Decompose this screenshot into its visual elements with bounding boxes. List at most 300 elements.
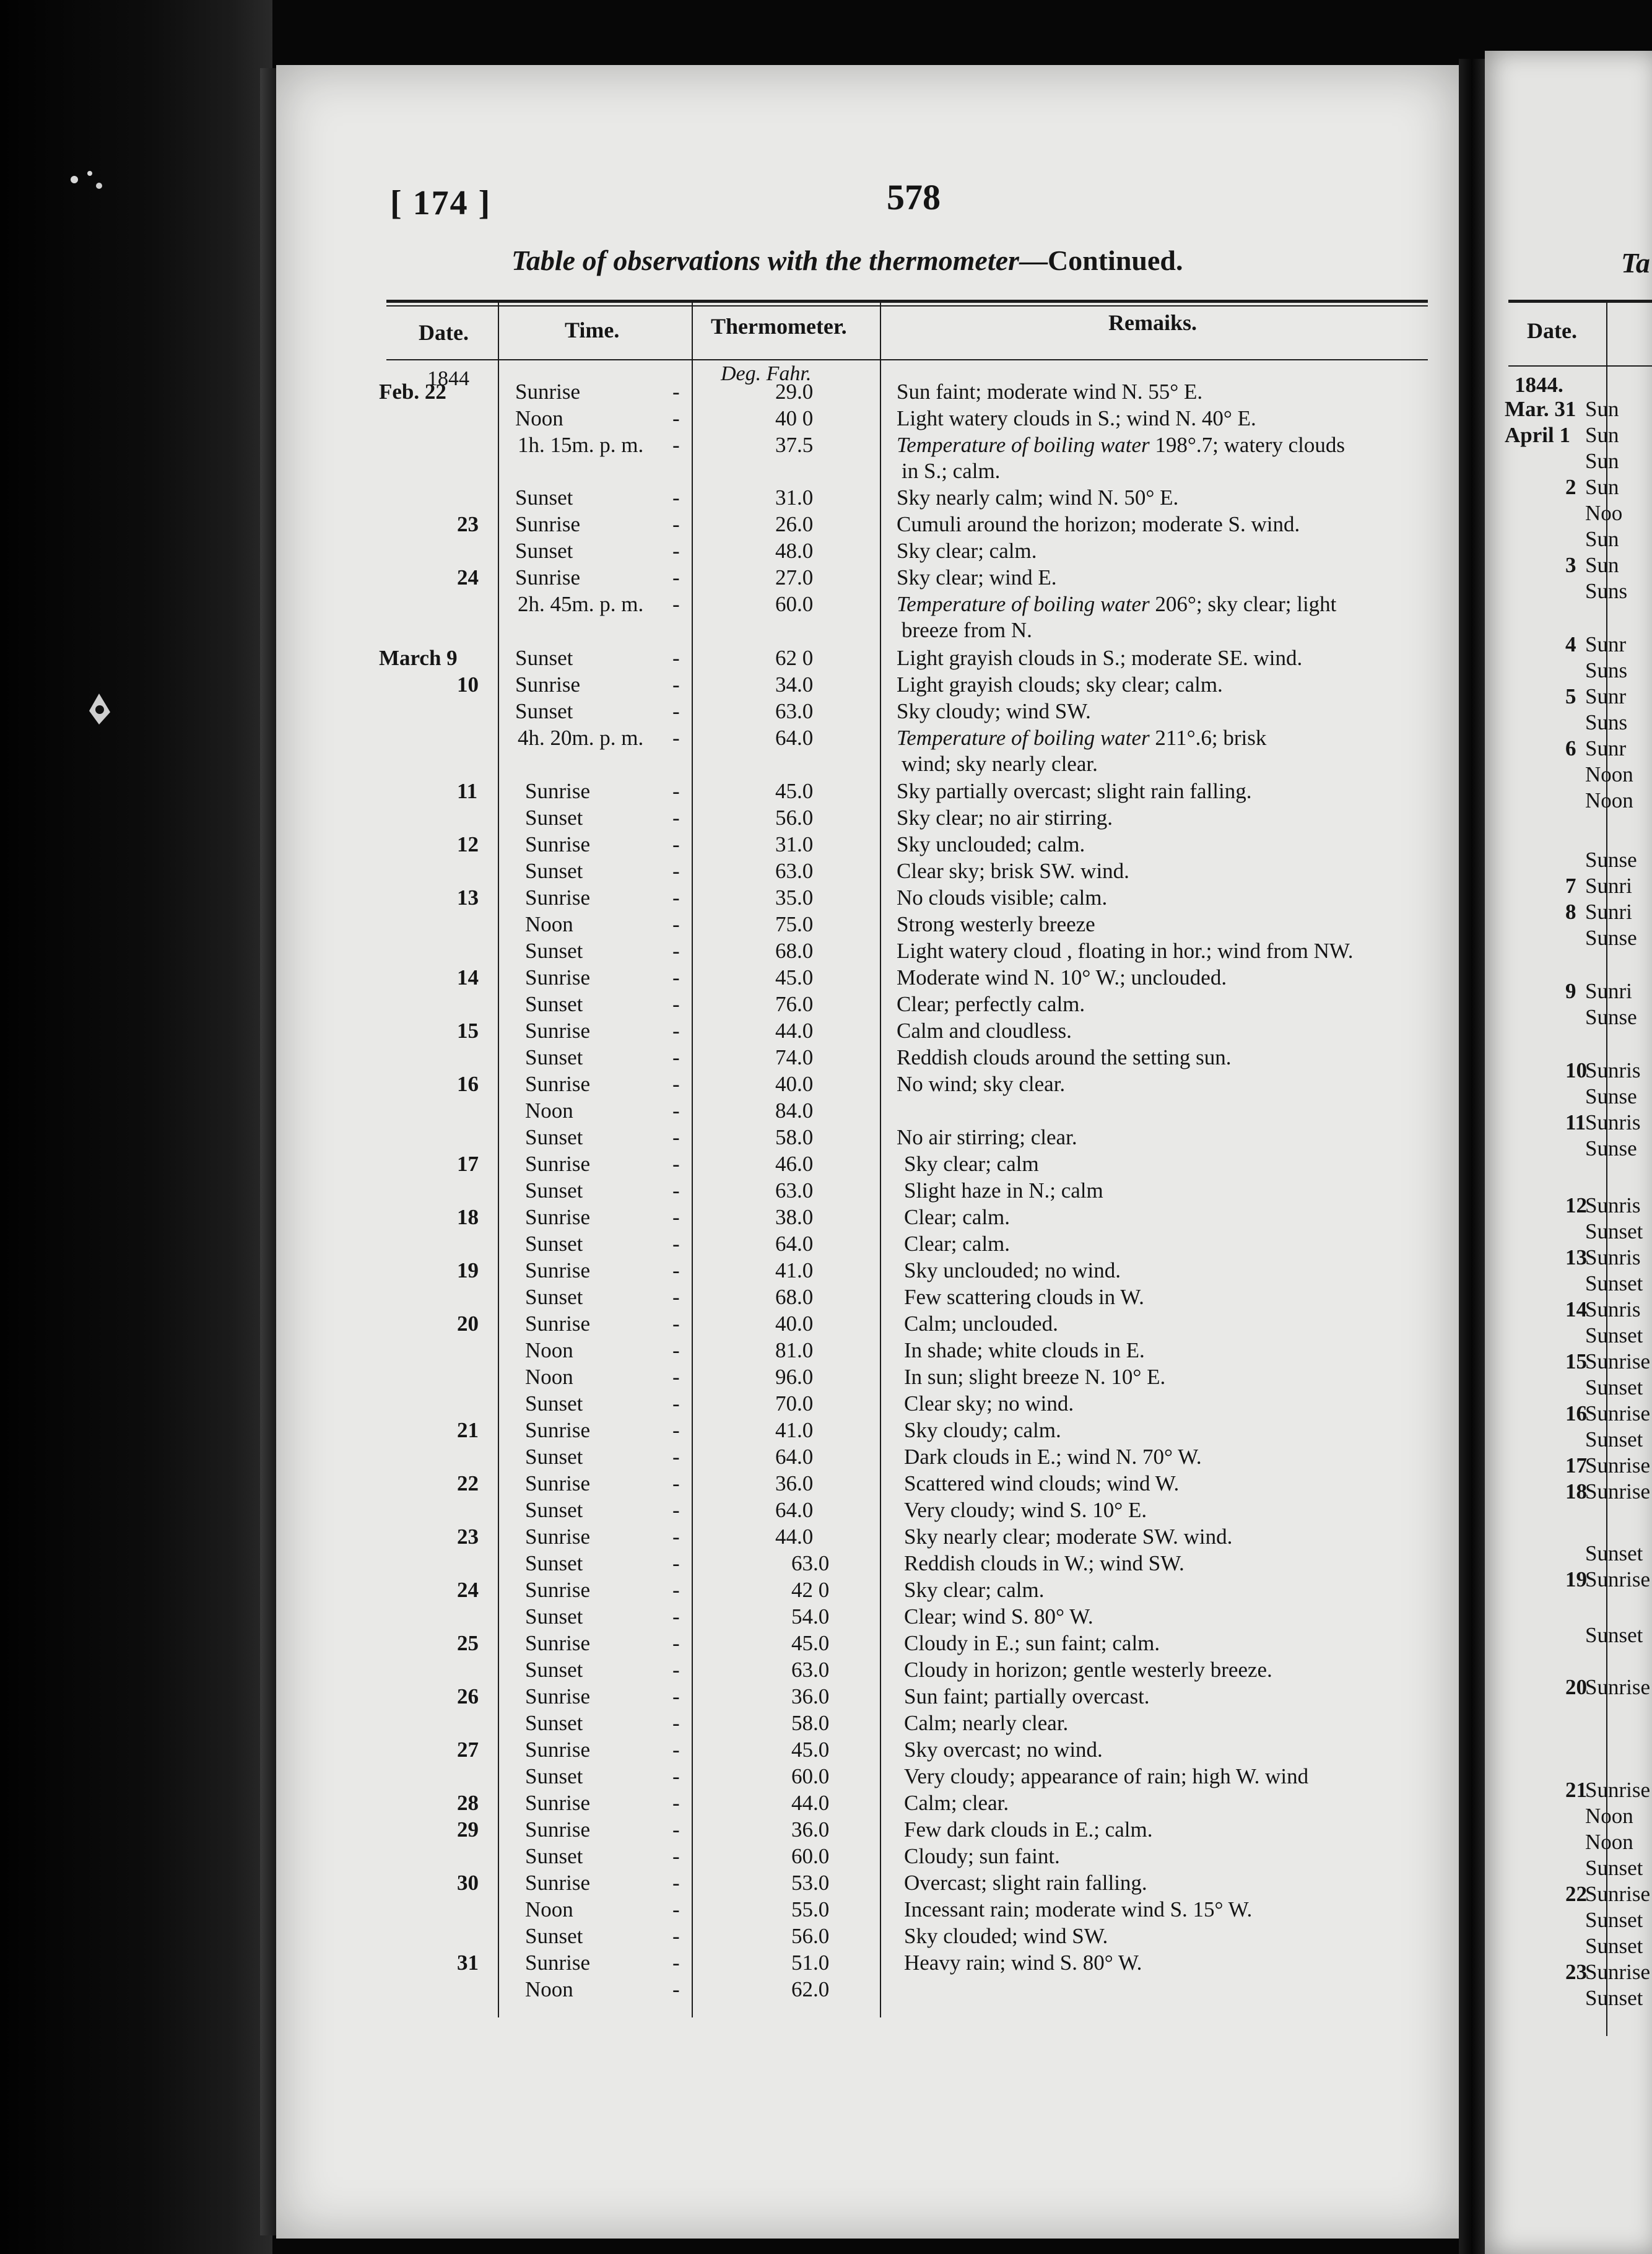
row-temperature: 64.0 xyxy=(775,1498,814,1522)
row-date: 25 xyxy=(457,1631,479,1655)
row-temperature: 40 0 xyxy=(775,406,814,430)
facing-row-time: Sun xyxy=(1585,423,1619,447)
row-leader-dash: - xyxy=(672,1791,680,1815)
col-divider-3 xyxy=(880,302,881,2017)
facing-row-time: Sunset xyxy=(1585,1375,1643,1399)
row-time: 1h. 15m. p. m. xyxy=(518,433,644,457)
row-remarks: Sky clear; no air stirring. xyxy=(897,806,1113,830)
row-remarks: Sky unclouded; calm. xyxy=(897,832,1085,856)
row-leader-dash: - xyxy=(672,1525,680,1549)
facing-row-time: Sunset xyxy=(1585,1623,1643,1647)
facing-row-time: Sunset xyxy=(1585,1934,1643,1958)
row-time: Sunset xyxy=(515,646,573,670)
facing-row-time: Sunrise xyxy=(1585,1453,1650,1477)
row-leader-dash: - xyxy=(672,1764,680,1788)
row-time: 4h. 20m. p. m. xyxy=(518,726,644,750)
row-temperature: 48.0 xyxy=(775,539,814,563)
row-date: March 9 xyxy=(379,646,458,670)
facing-row-date: 14 xyxy=(1565,1297,1587,1321)
row-temperature: 58.0 xyxy=(775,1125,814,1149)
row-remarks xyxy=(897,434,1345,456)
row-time: Sunset xyxy=(525,1232,583,1256)
table-title xyxy=(511,244,1183,277)
facing-row-time: Sunrise xyxy=(1585,1882,1650,1906)
row-time: Sunrise xyxy=(515,380,580,404)
row-leader-dash: - xyxy=(672,1844,680,1868)
facing-row-time: Noon xyxy=(1585,762,1633,786)
row-leader-dash: - xyxy=(672,1897,680,1921)
row-leader-dash: - xyxy=(672,1391,680,1416)
facing-row-time: Sunset xyxy=(1585,1541,1643,1565)
row-time: Noon xyxy=(515,406,563,430)
row-time: Sunset xyxy=(525,1498,583,1522)
row-temperature: 31.0 xyxy=(775,832,814,856)
row-temperature: 68.0 xyxy=(775,939,814,963)
row-date: Feb. 22 xyxy=(379,380,446,404)
row-temperature: 63.0 xyxy=(775,1178,814,1203)
row-leader-dash: - xyxy=(672,592,680,616)
row-time: Sunrise xyxy=(515,512,580,536)
row-date: 14 xyxy=(457,965,479,990)
row-temperature: 42 0 xyxy=(791,1578,830,1602)
row-leader-dash: - xyxy=(672,1285,680,1309)
row-date: 24 xyxy=(457,565,479,590)
row-leader-dash: - xyxy=(672,512,680,536)
remarks-italic: Temperature of boiling water xyxy=(897,726,1150,750)
row-temperature: 41.0 xyxy=(775,1418,814,1442)
facing-row-time: Sunr xyxy=(1585,736,1627,760)
row-temperature: 38.0 xyxy=(775,1205,814,1229)
facing-year: 1844. xyxy=(1515,373,1563,397)
row-time: Sunset xyxy=(525,1285,583,1309)
microfiche-edge-stripe xyxy=(260,68,276,2235)
row-remarks: Incessant rain; moderate wind S. 15° W. xyxy=(904,1897,1253,1921)
row-remarks: Very cloudy; wind S. 10° E. xyxy=(904,1498,1147,1522)
row-leader-dash: - xyxy=(672,1045,680,1069)
row-time: Sunrise xyxy=(525,1312,590,1336)
row-leader-dash: - xyxy=(672,1178,680,1203)
row-date: 13 xyxy=(457,886,479,910)
row-leader-dash: - xyxy=(672,1658,680,1682)
row-time: Noon xyxy=(525,1977,573,2001)
row-leader-dash: - xyxy=(672,672,680,697)
row-temperature: 29.0 xyxy=(775,380,814,404)
row-remarks: Clear sky; no wind. xyxy=(904,1391,1074,1416)
row-temperature: 45.0 xyxy=(791,1631,830,1655)
facing-row-time: Sun xyxy=(1585,449,1619,473)
row-leader-dash: - xyxy=(672,1498,680,1522)
facing-row-time: Sunse xyxy=(1585,926,1637,950)
row-time: Noon xyxy=(525,1365,573,1389)
row-temperature: 55.0 xyxy=(791,1897,830,1921)
row-time: Sunrise xyxy=(525,1871,590,1895)
facing-row-time: Sunris xyxy=(1585,1110,1641,1134)
row-date: 28 xyxy=(457,1791,479,1815)
facing-row-date: 17 xyxy=(1565,1453,1587,1477)
row-time: Sunrise xyxy=(525,1578,590,1602)
facing-row-time: Noon xyxy=(1585,1804,1633,1828)
row-leader-dash: - xyxy=(672,1205,680,1229)
facing-row-time: Sunr xyxy=(1585,632,1627,656)
row-time: Sunset xyxy=(525,1178,583,1203)
row-remarks: Sky clouded; wind SW. xyxy=(904,1924,1108,1948)
row-temperature: 60.0 xyxy=(791,1764,830,1788)
row-remarks: Sky nearly clear; moderate SW. wind. xyxy=(904,1525,1233,1549)
facing-row-time: Sunri xyxy=(1585,900,1632,924)
row-leader-dash: - xyxy=(672,1578,680,1602)
facing-row-time: Sunset xyxy=(1585,1856,1643,1880)
row-date: 27 xyxy=(457,1738,479,1762)
row-time: Sunrise xyxy=(525,1471,590,1495)
facing-row-time: Sunris xyxy=(1585,1193,1641,1217)
row-leader-dash: - xyxy=(672,1817,680,1842)
row-leader-dash: - xyxy=(672,1152,680,1176)
row-remarks: Light grayish clouds in S.; moderate SE. wind. xyxy=(897,646,1303,670)
row-leader-dash: - xyxy=(672,1125,680,1149)
row-remarks: Sky cloudy; wind SW. xyxy=(897,699,1091,723)
row-temperature: 40.0 xyxy=(775,1312,814,1336)
row-leader-dash: - xyxy=(672,1258,680,1282)
row-leader-dash: - xyxy=(672,1977,680,2001)
facing-row-time: Suns xyxy=(1585,579,1628,603)
row-remarks: Light grayish clouds; sky clear; calm. xyxy=(897,672,1223,697)
row-temperature: 45.0 xyxy=(775,779,814,803)
row-remarks: In sun; slight breeze N. 10° E. xyxy=(904,1365,1166,1389)
row-time: Sunset xyxy=(525,1045,583,1069)
row-remarks: Sky partially overcast; slight rain falling. xyxy=(897,779,1252,803)
row-leader-dash: - xyxy=(672,380,680,404)
row-remarks: Sky overcast; no wind. xyxy=(904,1738,1103,1762)
unit-label: Deg. Fahr. xyxy=(721,362,812,385)
row-temperature: 74.0 xyxy=(775,1045,814,1069)
row-leader-dash: - xyxy=(672,859,680,883)
table-title-italic: Table of observations with the thermometer xyxy=(511,245,1019,276)
facing-row-date: April 1 xyxy=(1505,423,1570,447)
row-date: 22 xyxy=(457,1471,479,1495)
row-temperature: 96.0 xyxy=(775,1365,814,1389)
facing-row-date: 5 xyxy=(1565,684,1576,708)
row-date: 19 xyxy=(457,1258,479,1282)
col-header-remarks: Remaiks. xyxy=(1108,310,1197,335)
film-specks xyxy=(0,0,272,2254)
row-time: Sunrise xyxy=(525,1738,590,1762)
row-leader-dash: - xyxy=(672,779,680,803)
row-time: Sunset xyxy=(525,1551,583,1575)
row-date: 16 xyxy=(457,1072,479,1096)
row-time: Sunrise xyxy=(525,1418,590,1442)
row-leader-dash: - xyxy=(672,1551,680,1575)
row-remarks: Sky clear; calm. xyxy=(904,1578,1045,1602)
row-leader-dash: - xyxy=(672,699,680,723)
row-remarks: Sky nearly calm; wind N. 50° E. xyxy=(897,485,1179,510)
row-leader-dash: - xyxy=(672,539,680,563)
facing-row-date: 3 xyxy=(1565,553,1576,577)
facing-row-date: 20 xyxy=(1565,1675,1587,1699)
row-remarks: Reddish clouds in W.; wind SW. xyxy=(904,1551,1185,1575)
row-remarks: Slight haze in N.; calm xyxy=(904,1178,1103,1203)
row-remarks-continued: in S.; calm. xyxy=(902,459,1001,483)
facing-date-header: Date. xyxy=(1527,318,1577,343)
row-remarks: Scattered wind clouds; wind W. xyxy=(904,1471,1180,1495)
row-remarks: Calm; nearly clear. xyxy=(904,1711,1069,1735)
row-temperature: 41.0 xyxy=(775,1258,814,1282)
row-time: Sunrise xyxy=(525,886,590,910)
remarks-rest: 198°.7; watery clouds xyxy=(1149,433,1345,457)
row-remarks: Overcast; slight rain falling. xyxy=(904,1871,1147,1895)
header-rule xyxy=(386,359,1428,360)
facing-top-rule xyxy=(1508,300,1652,303)
row-time: Sunrise xyxy=(525,1258,590,1282)
row-leader-dash: - xyxy=(672,1312,680,1336)
row-leader-dash: - xyxy=(672,1951,680,1975)
facing-row-time: Noon xyxy=(1585,788,1633,812)
row-remarks: Clear; calm. xyxy=(904,1232,1011,1256)
facing-row-time: Sunrise xyxy=(1585,1479,1650,1503)
row-temperature: 46.0 xyxy=(775,1152,814,1176)
facing-row-time: Sunset xyxy=(1585,1986,1643,2010)
facing-row-date: 6 xyxy=(1565,736,1576,760)
row-date: 17 xyxy=(457,1152,479,1176)
facing-row-time: Sunrise xyxy=(1585,1567,1650,1591)
top-rule-thick xyxy=(386,300,1428,303)
col-header-time: Time. xyxy=(565,318,620,342)
row-date: 23 xyxy=(457,1525,479,1549)
row-time: Sunrise xyxy=(525,1951,590,1975)
row-remarks: No clouds visible; calm. xyxy=(897,886,1108,910)
row-time: Sunset xyxy=(525,1658,583,1682)
row-leader-dash: - xyxy=(672,1232,680,1256)
facing-row-time: Sunrise xyxy=(1585,1960,1650,1984)
row-temperature: 64.0 xyxy=(775,1445,814,1469)
col-divider-1 xyxy=(498,302,499,2017)
row-leader-dash: - xyxy=(672,1445,680,1469)
row-temperature: 26.0 xyxy=(775,512,814,536)
remarks-italic: Temperature of boiling water xyxy=(897,592,1150,616)
row-leader-dash: - xyxy=(672,1418,680,1442)
row-leader-dash: - xyxy=(672,565,680,590)
row-temperature: 36.0 xyxy=(775,1471,814,1495)
facing-row-date: 21 xyxy=(1565,1778,1587,1802)
row-temperature: 75.0 xyxy=(775,912,814,936)
row-leader-dash: - xyxy=(672,1365,680,1389)
top-rule-thin xyxy=(386,305,1428,307)
row-temperature: 56.0 xyxy=(775,806,814,830)
row-remarks: No wind; sky clear. xyxy=(897,1072,1066,1096)
row-remarks-continued: breeze from N. xyxy=(902,618,1032,642)
row-temperature: 84.0 xyxy=(775,1099,814,1123)
row-temperature: 45.0 xyxy=(775,965,814,990)
row-time: Sunrise xyxy=(525,1791,590,1815)
row-date: 26 xyxy=(457,1684,479,1708)
row-date: 10 xyxy=(457,672,479,697)
row-leader-dash: - xyxy=(672,1072,680,1096)
row-time: Sunset xyxy=(515,539,573,563)
row-remarks: Sky unclouded; no wind. xyxy=(904,1258,1121,1282)
facing-row-date: 16 xyxy=(1565,1401,1587,1425)
row-leader-dash: - xyxy=(672,806,680,830)
row-remarks: Moderate wind N. 10° W.; unclouded. xyxy=(897,965,1227,990)
row-time: 2h. 45m. p. m. xyxy=(518,592,644,616)
facing-row-time: Sun xyxy=(1585,397,1619,421)
row-time: Sunrise xyxy=(525,1525,590,1549)
row-remarks: Calm; unclouded. xyxy=(904,1312,1058,1336)
row-leader-dash: - xyxy=(672,1604,680,1629)
row-leader-dash: - xyxy=(672,1471,680,1495)
facing-row-time: Sunri xyxy=(1585,874,1632,898)
table-title-rest: —Continued. xyxy=(1019,245,1183,276)
row-date: 31 xyxy=(457,1951,479,1975)
row-remarks: Sun faint; partially overcast. xyxy=(904,1684,1150,1708)
row-temperature: 51.0 xyxy=(791,1951,830,1975)
row-leader-dash: - xyxy=(672,1738,680,1762)
facing-row-date: 10 xyxy=(1565,1058,1587,1082)
facing-row-time: Sunr xyxy=(1585,684,1627,708)
row-temperature: 35.0 xyxy=(775,886,814,910)
row-date: 18 xyxy=(457,1205,479,1229)
row-time: Sunrise xyxy=(525,1631,590,1655)
row-time: Sunset xyxy=(525,1764,583,1788)
facing-row-date: 7 xyxy=(1565,874,1576,898)
row-leader-dash: - xyxy=(672,1684,680,1708)
scanned-page xyxy=(276,65,1459,2239)
row-remarks: Sky cloudy; calm. xyxy=(904,1418,1061,1442)
col-header-thermometer: Thermometer. xyxy=(711,314,847,339)
facing-row-time: Sunris xyxy=(1585,1058,1641,1082)
row-time: Sunrise xyxy=(525,1205,590,1229)
row-date: 11 xyxy=(457,779,478,803)
row-temperature: 81.0 xyxy=(775,1338,814,1362)
row-time: Sunset xyxy=(525,806,583,830)
row-time: Sunrise xyxy=(525,832,590,856)
row-temperature: 63.0 xyxy=(791,1658,830,1682)
row-temperature: 63.0 xyxy=(791,1551,830,1575)
row-temperature: 56.0 xyxy=(791,1924,830,1948)
row-leader-dash: - xyxy=(672,433,680,457)
row-leader-dash: - xyxy=(672,939,680,963)
row-remarks xyxy=(897,727,1266,749)
row-temperature: 44.0 xyxy=(791,1791,830,1815)
row-time: Sunrise xyxy=(515,672,580,697)
left-page-number: [ 174 ] xyxy=(390,184,492,222)
facing-row-time: Suns xyxy=(1585,658,1628,682)
row-temperature: 64.0 xyxy=(775,726,814,750)
row-leader-dash: - xyxy=(672,1019,680,1043)
row-remarks: Clear; calm. xyxy=(904,1205,1011,1229)
remarks-rest: 206°; sky clear; light xyxy=(1149,592,1337,616)
row-remarks: Clear; wind S. 80° W. xyxy=(904,1604,1093,1629)
row-temperature: 68.0 xyxy=(775,1285,814,1309)
row-remarks: Sun faint; moderate wind N. 55° E. xyxy=(897,380,1203,404)
row-leader-dash: - xyxy=(672,832,680,856)
row-time: Sunset xyxy=(525,1711,583,1735)
facing-row-date: 8 xyxy=(1565,900,1576,924)
page-number: 578 xyxy=(887,177,941,217)
facing-row-time: Sunset xyxy=(1585,1427,1643,1451)
facing-row-time: Sun xyxy=(1585,527,1619,551)
facing-row-time: Sunset xyxy=(1585,1908,1643,1932)
row-date: 30 xyxy=(457,1871,479,1895)
row-leader-dash: - xyxy=(672,1099,680,1123)
row-remarks: Cumuli around the horizon; moderate S. wind. xyxy=(897,512,1300,536)
row-time: Sunset xyxy=(525,859,583,883)
facing-row-date: 13 xyxy=(1565,1245,1587,1269)
row-time: Sunset xyxy=(515,699,573,723)
facing-row-time: Noon xyxy=(1585,1830,1633,1854)
row-temperature: 63.0 xyxy=(775,699,814,723)
row-time: Sunrise xyxy=(525,1817,590,1842)
facing-row-time: Sunse xyxy=(1585,1084,1637,1108)
row-time: Sunrise xyxy=(525,1684,590,1708)
facing-row-time: Sunset xyxy=(1585,1323,1643,1347)
row-time: Sunset xyxy=(525,1125,583,1149)
row-remarks: Sky clear; calm. xyxy=(897,539,1037,563)
facing-row-time: Sun xyxy=(1585,475,1619,499)
row-remarks: Light watery cloud , floating in hor.; wind from NW. xyxy=(897,939,1354,963)
row-time: Sunset xyxy=(525,1391,583,1416)
row-leader-dash: - xyxy=(672,912,680,936)
row-remarks xyxy=(897,593,1336,615)
row-remarks: Cloudy in horizon; gentle westerly breeze. xyxy=(904,1658,1272,1682)
facing-title-fragment: Ta xyxy=(1621,247,1650,279)
row-leader-dash: - xyxy=(672,1338,680,1362)
facing-row-time: Sunris xyxy=(1585,1297,1641,1321)
row-temperature: 36.0 xyxy=(791,1817,830,1842)
row-date: 15 xyxy=(457,1019,479,1043)
row-leader-dash: - xyxy=(672,1871,680,1895)
row-date: 24 xyxy=(457,1578,479,1602)
row-remarks: Very cloudy; appearance of rain; high W. wind xyxy=(904,1764,1309,1788)
facing-row-date: 12 xyxy=(1565,1193,1587,1217)
facing-row-time: Sunset xyxy=(1585,1271,1643,1295)
row-leader-dash: - xyxy=(672,886,680,910)
facing-row-date: 22 xyxy=(1565,1882,1587,1906)
facing-row-time: Sunse xyxy=(1585,1005,1637,1029)
facing-header-rule xyxy=(1508,365,1652,367)
row-leader-dash: - xyxy=(672,1924,680,1948)
row-date: 20 xyxy=(457,1312,479,1336)
row-date: 12 xyxy=(457,832,479,856)
row-remarks-continued: wind; sky nearly clear. xyxy=(902,752,1098,776)
facing-row-date: 2 xyxy=(1565,475,1576,499)
facing-row-date: 18 xyxy=(1565,1479,1587,1503)
row-leader-dash: - xyxy=(672,1711,680,1735)
col-header-date: Date. xyxy=(419,320,469,345)
row-leader-dash: - xyxy=(672,406,680,430)
row-time: Sunset xyxy=(525,1604,583,1629)
row-temperature: 62.0 xyxy=(791,1977,830,2001)
col-divider-2 xyxy=(692,302,693,2017)
row-temperature: 76.0 xyxy=(775,992,814,1016)
row-time: Sunset xyxy=(525,939,583,963)
row-date: 23 xyxy=(457,512,479,536)
row-temperature: 44.0 xyxy=(775,1525,814,1549)
row-time: Noon xyxy=(525,1099,573,1123)
facing-row-time: Noo xyxy=(1585,501,1623,525)
row-leader-dash: - xyxy=(672,1631,680,1655)
row-temperature: 36.0 xyxy=(791,1684,830,1708)
row-temperature: 62 0 xyxy=(775,646,814,670)
row-time: Sunset xyxy=(525,992,583,1016)
row-time: Sunset xyxy=(525,1445,583,1469)
row-remarks: Reddish clouds around the setting sun. xyxy=(897,1045,1232,1069)
facing-row-date: 4 xyxy=(1565,632,1576,656)
row-temperature: 60.0 xyxy=(775,592,814,616)
facing-row-time: Sunset xyxy=(1585,1219,1643,1243)
row-date: 21 xyxy=(457,1418,479,1442)
row-time: Sunrise xyxy=(525,779,590,803)
facing-row-date: 19 xyxy=(1565,1567,1587,1591)
row-temperature: 58.0 xyxy=(791,1711,830,1735)
